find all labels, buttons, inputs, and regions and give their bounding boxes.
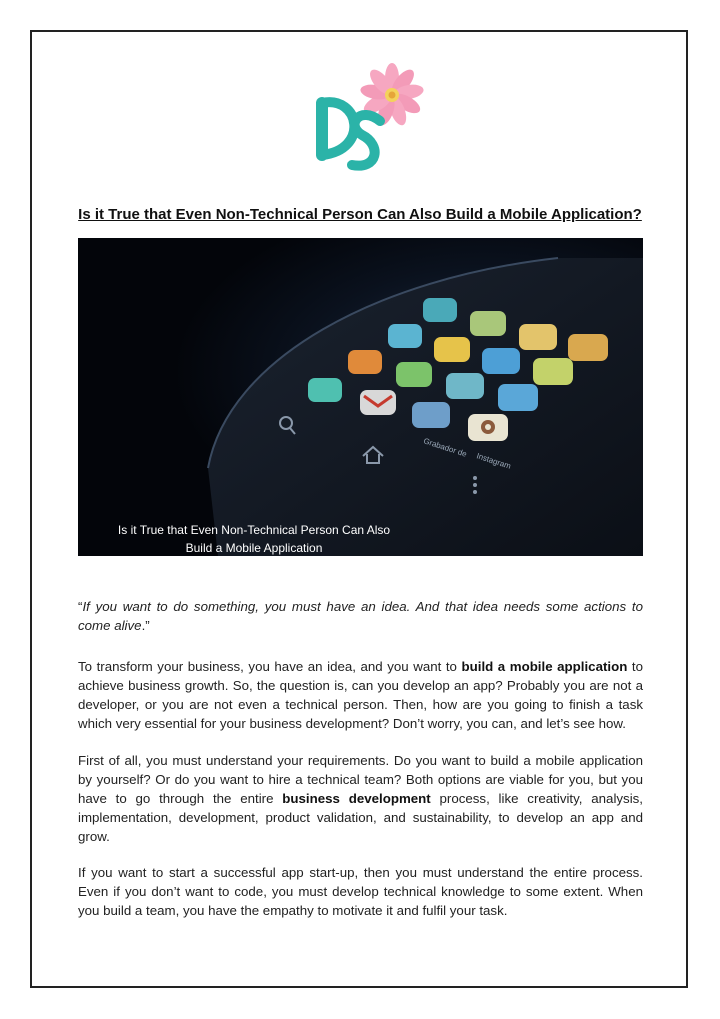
p1-after: to achieve business growth. So, the question is, can you develop an app? Probably you are not a developer, or you are not even a technical person. Then, how are you going to finish a task which very essential for your business development? Don’t worry, you can, and let’s see how. — [78, 659, 643, 731]
grabador-label: Grabador de — [422, 436, 468, 459]
hero-caption-line1: Is it True that Even Non-Technical Person Can Also — [117, 523, 391, 537]
paragraph-1 — [78, 657, 643, 733]
ds-logo — [300, 55, 425, 175]
paragraph-2 — [78, 751, 643, 846]
menu-dots-icon — [473, 476, 477, 494]
p1-bold-link: build a mobile application — [461, 659, 628, 674]
quote-open: “ — [78, 599, 83, 614]
page-title: Is it True that Even Non-Technical Person Can Also Build a Mobile Application? — [78, 206, 642, 223]
quote-text: If you want to do something, you must have an idea. And that idea needs some actions to come alive — [78, 599, 643, 633]
paragraph-3: If you want to start a successful app start-up, then you must understand the entire process. Even if you don’t want to code, you must develop technical knowledge to some extent. When you build a team, you have the empathy to motivate it and fulfil your task. — [78, 865, 643, 918]
p2-before: First of all, you must understand your requirements. Do you want to build a mobile application by yourself? Or do you want to hire a technical team? Both options are viable for you, but you have to go through the entire — [78, 753, 643, 806]
p2-after: process, like creativity, analysis, implementation, development, product validation, and sustainability, to develop an app and grow. — [78, 791, 643, 844]
hero-caption-line2: Build a Mobile Application — [185, 541, 323, 555]
quote-paragraph — [78, 597, 643, 635]
quote-close: .” — [141, 618, 150, 633]
instagram-label: Instagram — [475, 451, 512, 471]
ds-letters — [322, 102, 380, 165]
p2-bold-link: business development — [282, 791, 431, 806]
hero-image — [78, 238, 643, 556]
p1-before: To transform your business, you have an idea, and you want to — [78, 659, 462, 674]
